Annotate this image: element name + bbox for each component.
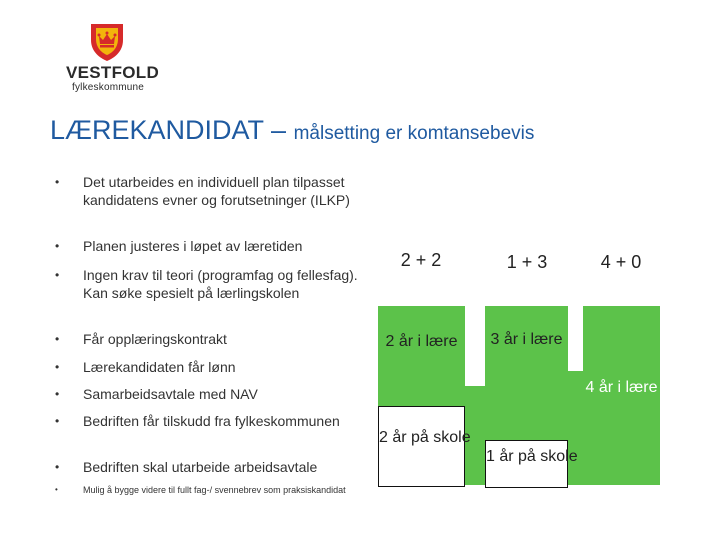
laere-label-4-0: 4 år i lære: [585, 379, 658, 396]
green-notch: [465, 306, 485, 386]
logo-subtitle: fylkeskommune: [72, 82, 145, 93]
skole-box-1-3: [485, 440, 578, 488]
skole-label-1-3: 1 år på skole: [486, 448, 578, 465]
laere-label-2-2: 2 år i lære: [385, 333, 458, 350]
logo-brand: VESTFOLD: [66, 63, 160, 82]
crown-shield-icon: [87, 22, 127, 62]
skole-box-2-2: [378, 406, 471, 487]
skole-label-2-2: 2 år på skole: [379, 429, 471, 446]
model-header-2-2: 2 + 2: [400, 250, 442, 270]
model-header-4-0: 4 + 0: [600, 252, 642, 272]
green-notch: [568, 306, 583, 371]
vestfold-logo: [60, 22, 160, 93]
title-sub: målsetting er komtansebevis: [293, 123, 535, 144]
title-main: LÆREKANDIDAT –: [50, 115, 294, 145]
laere-label-1-3: 3 år i lære: [490, 331, 563, 348]
page-title: [50, 115, 534, 146]
model-header-1-3: 1 + 3: [506, 252, 548, 272]
